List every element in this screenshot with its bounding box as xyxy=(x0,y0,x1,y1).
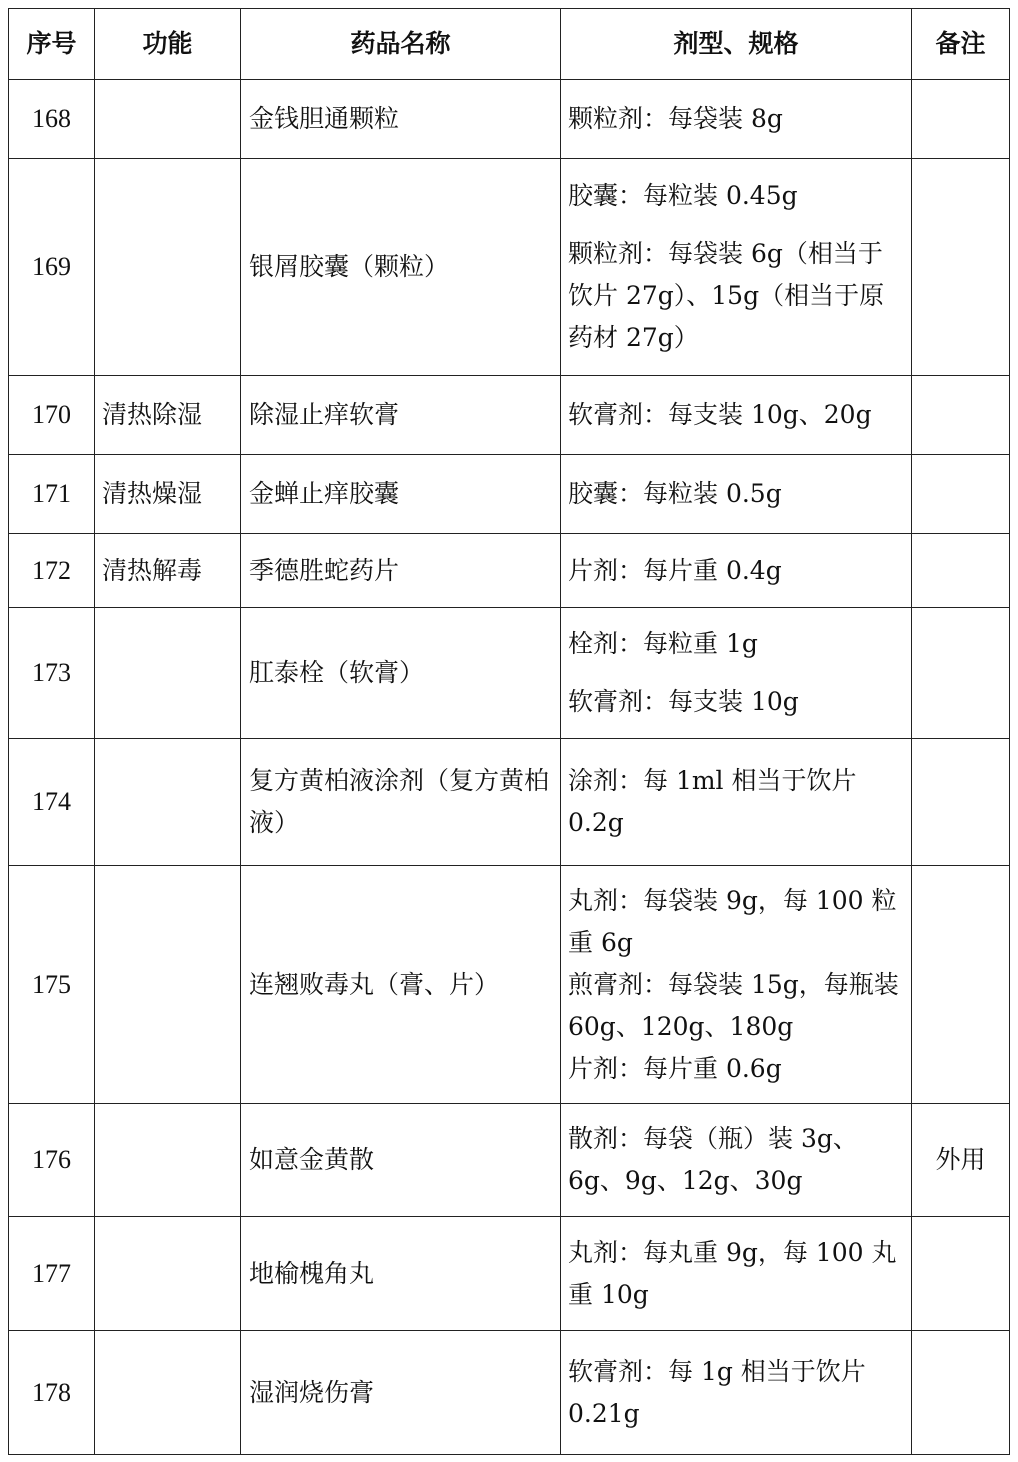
row-spec xyxy=(561,80,912,159)
table-row xyxy=(9,159,1010,376)
row-index: 169 xyxy=(9,159,95,376)
row-function: 清热解毒 xyxy=(95,534,241,608)
row-function: 清热除湿 xyxy=(95,376,241,455)
spec-line: 颗粒剂：每袋装 8g xyxy=(568,104,783,133)
spec-line: 丸剂：每袋装 9g，每 100 粒重 6g xyxy=(568,885,897,957)
row-index: 174 xyxy=(9,739,95,866)
row-note xyxy=(912,159,1010,376)
spec-line: 软膏剂：每支装 10g xyxy=(568,687,799,716)
row-note xyxy=(912,376,1010,455)
row-function: 清热燥湿 xyxy=(95,455,241,534)
row-note xyxy=(912,455,1010,534)
row-spec xyxy=(561,1104,912,1217)
header-function: 功能 xyxy=(95,9,241,80)
row-drug-name: 如意金黄散 xyxy=(241,1104,561,1217)
row-drug-name: 肛泰栓（软膏） xyxy=(241,608,561,739)
row-drug-name: 金钱胆通颗粒 xyxy=(241,80,561,159)
row-drug-name: 季德胜蛇药片 xyxy=(241,534,561,608)
row-spec xyxy=(561,1331,912,1455)
row-function xyxy=(95,1331,241,1455)
spec-line: 散剂：每袋（瓶）装 3g、6g、9g、12g、30g xyxy=(568,1124,858,1195)
row-function xyxy=(95,866,241,1104)
row-drug-name: 湿润烧伤膏 xyxy=(241,1331,561,1455)
header-spec: 剂型、规格 xyxy=(561,9,912,80)
spec-line: 片剂：每片重 0.6g xyxy=(568,1053,782,1083)
row-spec xyxy=(561,1217,912,1331)
row-function xyxy=(95,1104,241,1217)
header-note: 备注 xyxy=(912,9,1010,80)
table-row xyxy=(9,534,1010,608)
row-drug-name: 地榆槐角丸 xyxy=(241,1217,561,1331)
table-row xyxy=(9,1217,1010,1331)
row-index: 170 xyxy=(9,376,95,455)
table-row xyxy=(9,80,1010,159)
row-note xyxy=(912,1331,1010,1455)
row-drug-name: 金蝉止痒胶囊 xyxy=(241,455,561,534)
row-drug-name: 连翘败毒丸（膏、片） xyxy=(241,866,561,1104)
table-row xyxy=(9,376,1010,455)
spec-line: 煎膏剂：每袋装 15g，每瓶装 60g、120g、180g xyxy=(568,969,899,1041)
row-note xyxy=(912,608,1010,739)
row-function xyxy=(95,608,241,739)
spec-line: 栓剂：每粒重 1g xyxy=(568,629,758,658)
spec-line: 丸剂：每丸重 9g，每 100 丸重 10g xyxy=(568,1237,897,1309)
header-row xyxy=(9,9,1010,80)
row-spec xyxy=(561,866,912,1104)
header-name: 药品名称 xyxy=(241,9,561,80)
table-row xyxy=(9,1104,1010,1217)
row-drug-name: 除湿止痒软膏 xyxy=(241,376,561,455)
row-index: 178 xyxy=(9,1331,95,1455)
spec-line: 软膏剂：每支装 10g、20g xyxy=(568,400,872,429)
table-row xyxy=(9,1331,1010,1455)
row-function xyxy=(95,159,241,376)
row-index: 172 xyxy=(9,534,95,608)
spec-line: 涂剂：每 1ml 相当于饮片 0.2g xyxy=(568,766,857,837)
row-index: 168 xyxy=(9,80,95,159)
row-index: 175 xyxy=(9,866,95,1104)
row-spec xyxy=(561,608,912,739)
row-index: 173 xyxy=(9,608,95,739)
row-function xyxy=(95,80,241,159)
row-spec xyxy=(561,455,912,534)
row-drug-name: 复方黄柏液涂剂（复方黄柏液） xyxy=(241,739,561,866)
table-row xyxy=(9,739,1010,866)
row-index: 177 xyxy=(9,1217,95,1331)
table-row xyxy=(9,455,1010,534)
row-spec xyxy=(561,739,912,866)
table-body xyxy=(9,80,1010,1455)
row-spec xyxy=(561,534,912,608)
drug-table xyxy=(8,8,1010,1455)
row-note xyxy=(912,739,1010,866)
row-drug-name: 银屑胶囊（颗粒） xyxy=(241,159,561,376)
row-index: 171 xyxy=(9,455,95,534)
row-function xyxy=(95,739,241,866)
table-row xyxy=(9,608,1010,739)
row-index: 176 xyxy=(9,1104,95,1217)
spec-line: 胶囊：每粒装 0.5g xyxy=(568,479,782,508)
table-header xyxy=(9,9,1010,80)
spec-line: 颗粒剂：每袋装 6g（相当于饮片 27g）、15g（相当于原药材 27g） xyxy=(568,239,885,352)
row-spec xyxy=(561,159,912,376)
row-note xyxy=(912,534,1010,608)
row-note xyxy=(912,80,1010,159)
spec-line: 胶囊：每粒装 0.45g xyxy=(568,181,798,210)
row-function xyxy=(95,1217,241,1331)
header-index: 序号 xyxy=(9,9,95,80)
row-spec xyxy=(561,376,912,455)
table-row xyxy=(9,866,1010,1104)
row-note: 外用 xyxy=(912,1104,1010,1217)
spec-line: 软膏剂：每 1g 相当于饮片 0.21g xyxy=(568,1356,866,1428)
row-note xyxy=(912,1217,1010,1331)
row-note xyxy=(912,866,1010,1104)
spec-line: 片剂：每片重 0.4g xyxy=(568,555,782,585)
